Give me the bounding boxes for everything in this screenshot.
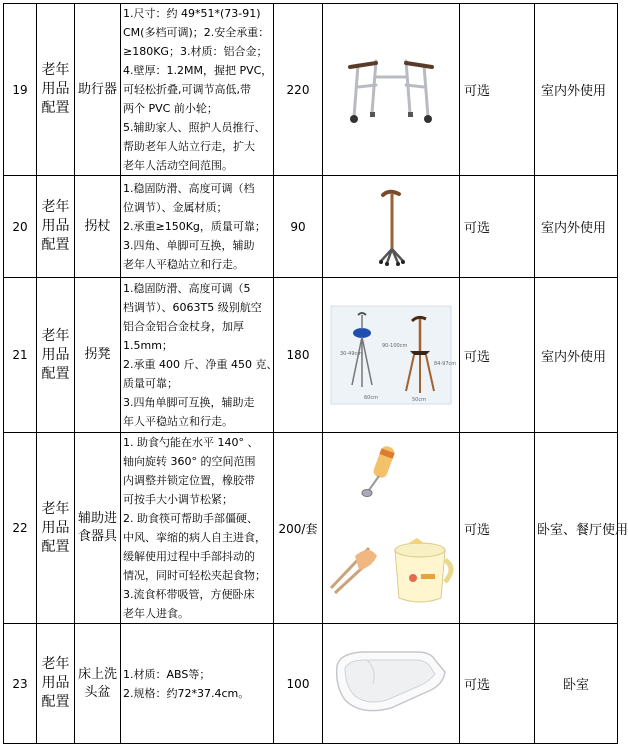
- item-name-cell: 辅助进 食器具: [75, 433, 121, 624]
- usage-cell: 室内外使用: [535, 4, 618, 176]
- table-row: [4, 624, 618, 744]
- item-name-cell: 床上洗 头盆: [75, 624, 121, 744]
- usage-cell: 卧室: [535, 624, 618, 744]
- quantity-cell: 180: [274, 278, 323, 433]
- row-number: 19: [4, 4, 37, 176]
- description-cell: 1.材质：ABS等； 2.规格：约72*37.4cm。: [121, 624, 274, 744]
- dim-label: 30-49cm: [340, 351, 363, 357]
- usage-cell: 卧室、餐厅使用: [535, 433, 618, 624]
- item-name-cell: 拐杖: [75, 176, 121, 278]
- dim-label: 90-100cm: [382, 343, 408, 349]
- image-cell: [323, 278, 460, 433]
- category-cell: 老年 用品 配置: [37, 4, 75, 176]
- cane-image: [361, 185, 421, 269]
- image-cell: [323, 176, 460, 278]
- item-name-cell: 助行器: [75, 4, 121, 176]
- feeding-aids-image: [325, 438, 457, 618]
- description-cell: 1.尺寸：约 49*51*(73-91) CM(多档可调)；2.安全承重： ≥180KG；3.材质：铝合金； 4.壁厚：1.2MM，握把 PVC， 可轻松折叠,可调节高低,带 两个 PVC 前小轮； 5.辅助家人、照护人员推行、 帮助老年人站立行走，扩大 老年人活动空间范围。: [121, 4, 274, 176]
- table-row: [4, 176, 618, 278]
- option-cell: 可选: [460, 624, 535, 744]
- item-name-cell: 拐凳: [75, 278, 121, 433]
- table-row: [4, 433, 618, 624]
- equipment-table: [3, 3, 628, 744]
- row-number: 20: [4, 176, 37, 278]
- category-cell: 老年 用品 配置: [37, 624, 75, 744]
- quantity-cell: 200/套: [274, 433, 323, 624]
- image-cell: [323, 433, 460, 624]
- category-cell: 老年 用品 配置: [37, 176, 75, 278]
- dim-label: 60cm: [364, 395, 378, 401]
- dim-label: 50cm: [412, 397, 426, 403]
- table-row: [4, 278, 618, 433]
- table-row: [4, 4, 618, 176]
- row-number: 23: [4, 624, 37, 744]
- category-cell: 老年 用品 配置: [37, 278, 75, 433]
- hair-wash-basin-image: [331, 644, 451, 724]
- description-cell: 1.稳固防滑、高度可调（档 位调节）、金属材质； 2.承重≥150Kg，质量可靠； 3.四角、单脚可互换，辅助 老年人平稳站立和行走。: [121, 176, 274, 278]
- dim-label: 84-97cm: [434, 361, 457, 367]
- quantity-cell: 90: [274, 176, 323, 278]
- walker-image: [336, 51, 446, 129]
- option-cell: 可选: [460, 278, 535, 433]
- option-cell: 可选: [460, 4, 535, 176]
- category-cell: 老年 用品 配置: [37, 433, 75, 624]
- cane-stool-image: [330, 305, 457, 405]
- option-cell: 可选: [460, 433, 535, 624]
- description-cell: 1.稳固防滑、高度可调（5 档调节）、6063T5 级别航空 铝合金铝合金杖身，加厚 1.5mm； 2.承重 400 斤、净重 450 克、 质量可靠； 3.四角单脚可互换，辅助走 年人平稳站立和行走。: [121, 278, 274, 433]
- quantity-cell: 100: [274, 624, 323, 744]
- image-cell: [323, 624, 460, 744]
- usage-cell: 室内外使用: [535, 176, 618, 278]
- quantity-cell: 220: [274, 4, 323, 176]
- usage-cell: 室内外使用: [535, 278, 618, 433]
- image-cell: [323, 4, 460, 176]
- description-cell: 1. 助食勺能在水平 140° 、 轴向旋转 360° 的空间范围 内调整并锁定位置，橡胶带 可按手大小调节松紧； 2. 助食筷可帮助手部僵硬、 中风、挛缩的病人自主进食， 缓解使用过程中手部抖动的 情况，同时可轻松夹起食物； 3.流食杯带吸管，方便卧床 老年人进食。: [121, 433, 274, 624]
- row-number: 22: [4, 433, 37, 624]
- option-cell: 可选: [460, 176, 535, 278]
- row-number: 21: [4, 278, 37, 433]
